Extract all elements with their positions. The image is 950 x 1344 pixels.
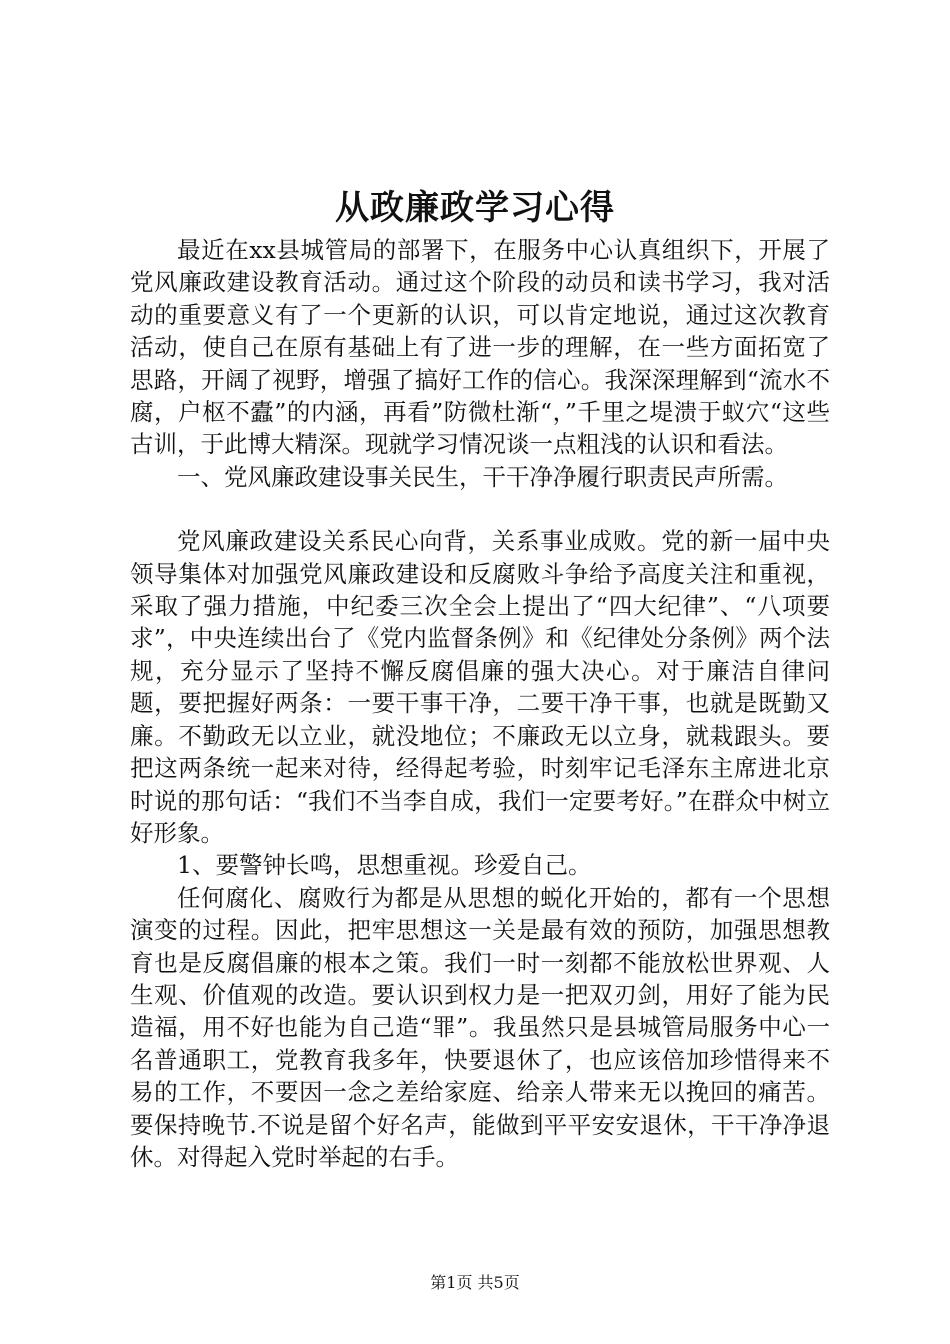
paragraph-party-conduct: 党风廉政建设关系民心向背，关系事业成败。党的新一届中央领导集体对加强党风廉政建设和反腐败斗争给予高度关注和重视，采取了强力措施，中纪委三次全会上提出了“四大纪律”、“八项要求”，中央连续出台了《党内监督条例》和《纪律处分条例》两个法规，充分显示了坚持不懈反腐倡廉的强大决心。对于廉洁自律问题，要把握好两条：一要干事干净，二要干净干事，也就是既勤又廉。不勤政无以立业，就没地位；不廉政无以立身，就栽跟头。要把这两条统一起来对待，经得起考验，时刻牢记毛泽东主席进北京时说的那句话：“我们不当李自成，我们一定要考好。”在群众中树立好形象。 xyxy=(130,527,830,847)
document-body xyxy=(130,234,830,1173)
paragraph-thinking: 任何腐化、腐败行为都是从思想的蜕化开始的，都有一个思想演变的过程。因此，把牢思想这一关是最有效的预防，加强思想教育也是反腐倡廉的根本之策。我们一时一刻都不能放松世界观、人生观、价值观的改造。要认识到权力是一把双刃剑，用好了能为民造福，用不好也能为自己造“罪”。我虽然只是县城管局服务中心一名普通职工，党教育我多年，快要退休了，也应该倍加珍惜得来不易的工作，不要因一念之差给家庭、给亲人带来无以挽回的痛苦。要保持晚节.不说是留个好名声，能做到平平安安退休，干干净净退休。对得起入党时举起的右手。 xyxy=(130,883,830,1171)
paragraph-intro: 最近在xx县城管局的部署下，在服务中心认真组织下，开展了党风廉政建设教育活动。通过这个阶段的动员和读书学习，我对活动的重要意义有了一个更新的认识，可以肯定地说，通过这次教育活动，使自己在原有基础上有了进一步的理解，在一些方面拓宽了思路，开阔了视野，增强了搞好工作的信心。我深深理解到“流水不腐，户枢不蠹”的内涵，再看”防微杜渐“，”千里之堤溃于蚁穴“这些古训，于此博大精深。现就学习情况谈一点粗浅的认识和看法。 xyxy=(130,236,830,459)
document-title: 从政廉政学习心得 xyxy=(335,188,615,228)
section-heading-1: 一、党风廉政建设事关民生，干干净净履行职责民声所需。 xyxy=(177,462,788,491)
page-footer: 第1页 共5页 xyxy=(430,1273,520,1292)
subheading-1: 1、要警钟长鸣，思想重视。珍爱自己。 xyxy=(177,851,592,880)
